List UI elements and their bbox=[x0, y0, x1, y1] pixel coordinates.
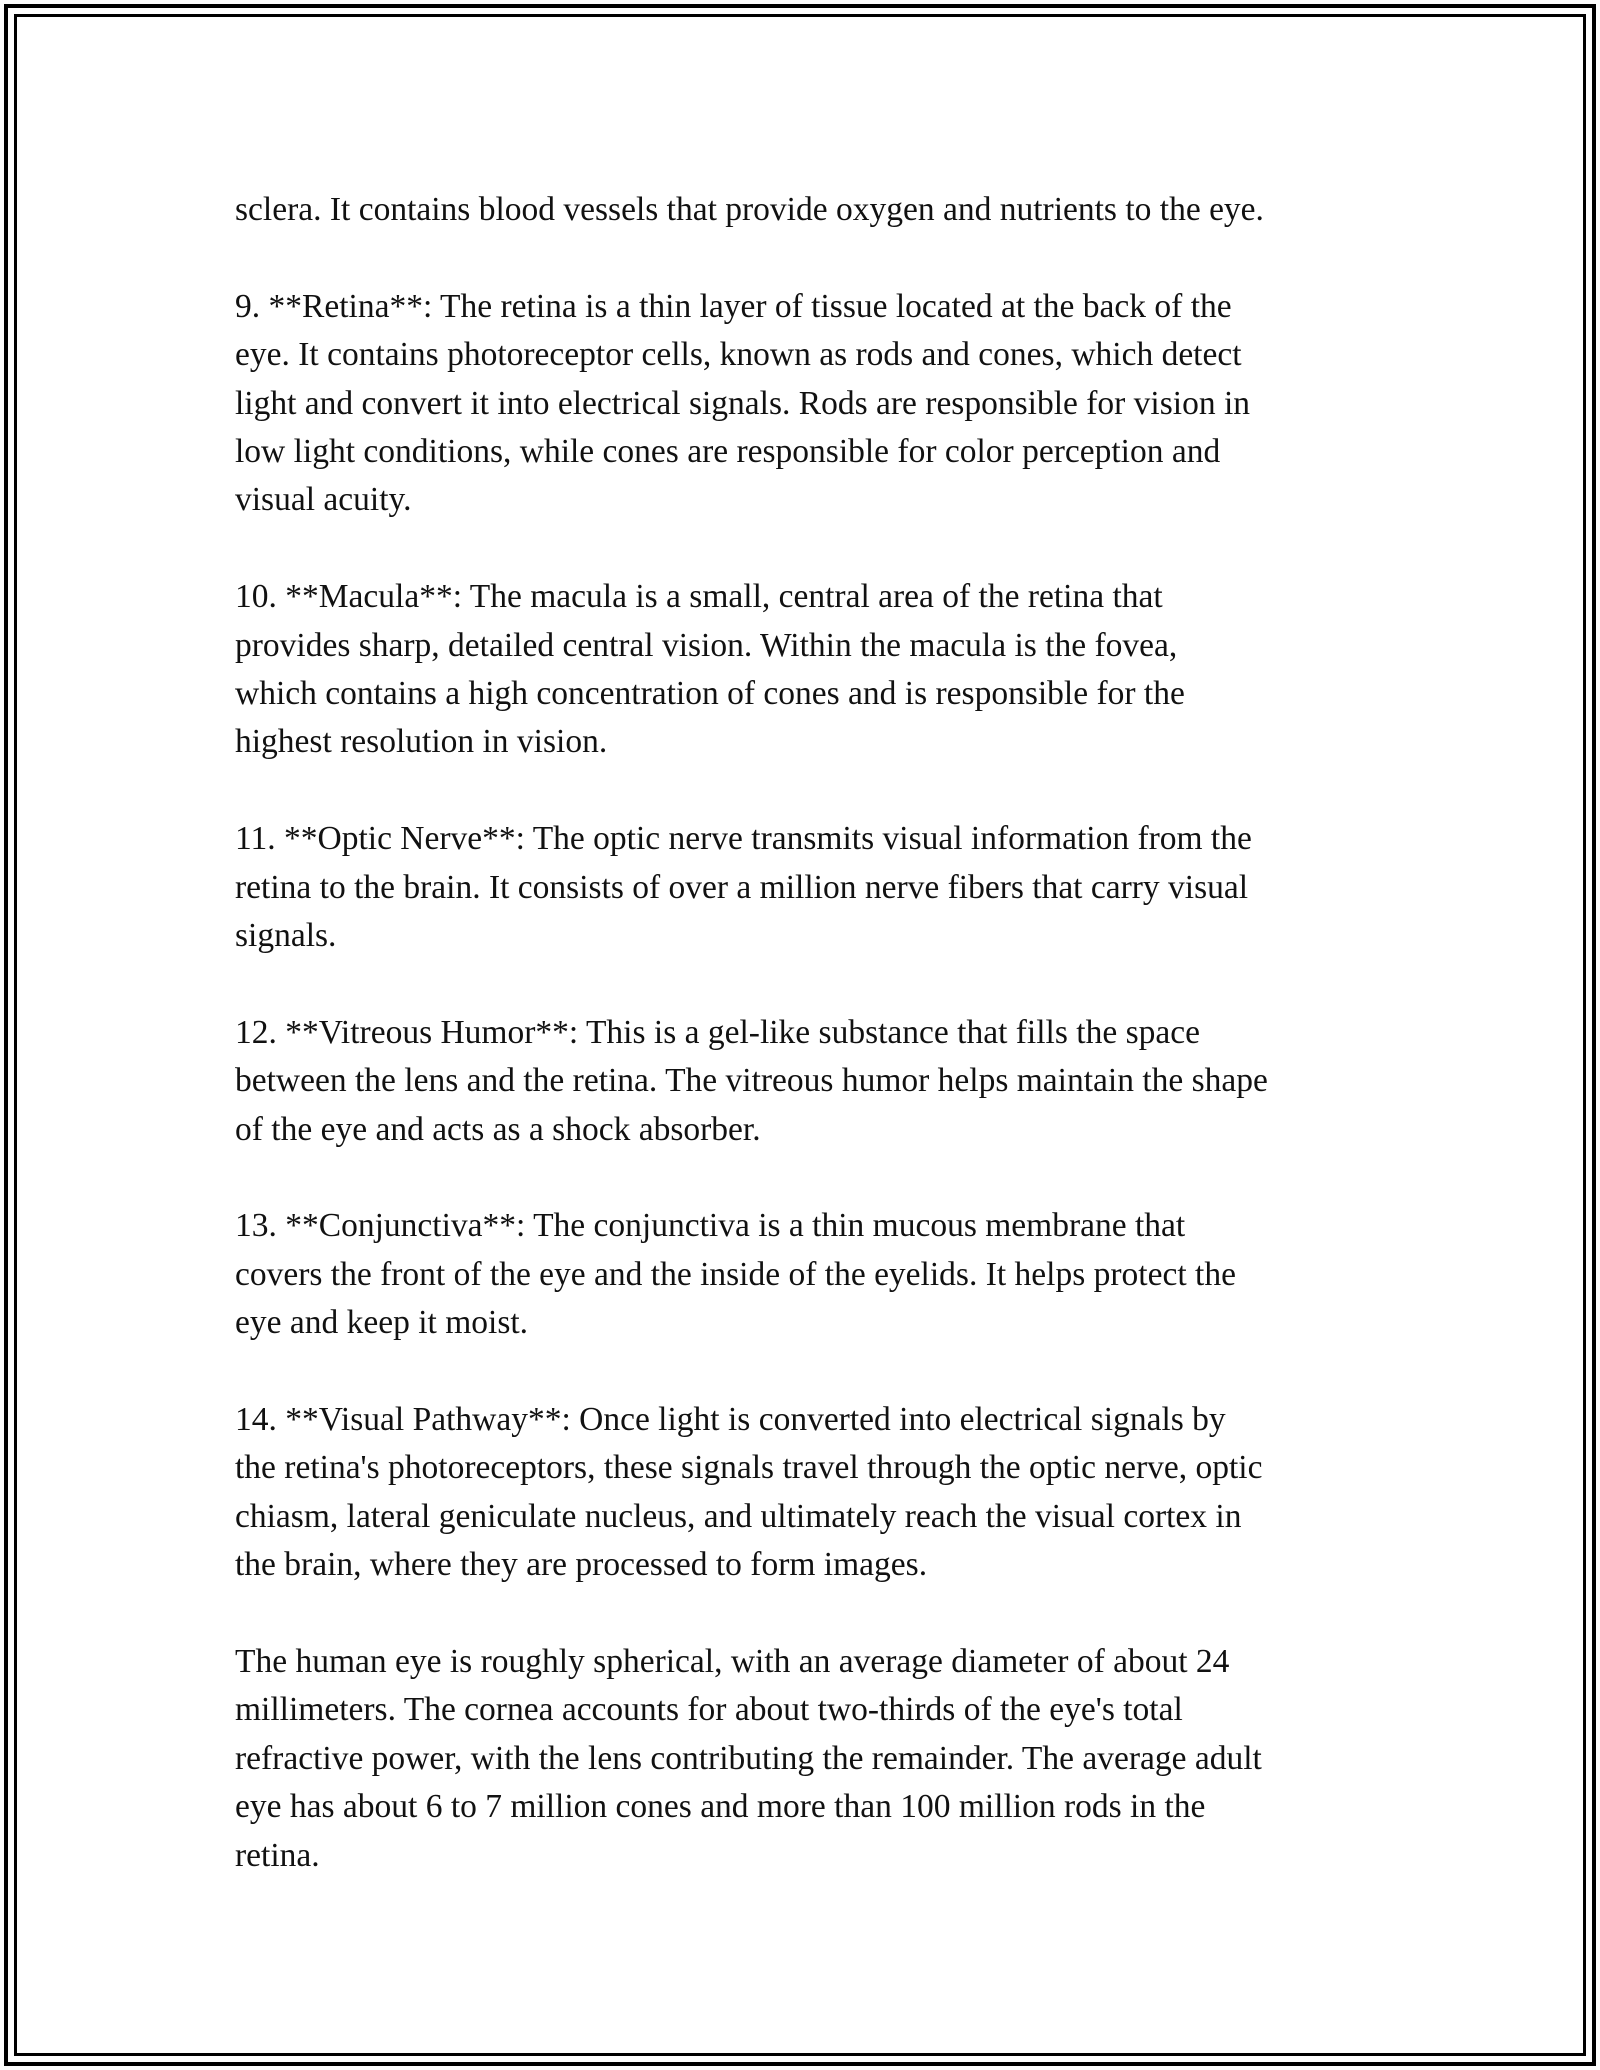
paragraph-sclera-continuation: sclera. It contains blood vessels that provide oxygen and nutrients to the eye. bbox=[235, 191, 1264, 228]
paragraph-eye-summary: The human eye is roughly spherical, with an average diameter of about 24 millimeters. The cornea accounts for about two-thirds of the eye's total refractive power, with the lens contributing the remainder. The average adult eye has about 6 to 7 million cones and more than 100 million rods in the retina. bbox=[235, 1643, 1262, 1874]
paragraph-retina: 9. **Retina**: The retina is a thin layer of tissue located at the back of the eye. It contains photoreceptor cells, known as rods and cones, which detect light and convert it into electrical signals. Rods are responsible for vision in low light conditions, while cones are responsible for color perception and visual acuity. bbox=[235, 287, 1251, 519]
paragraph-optic-nerve: 11. **Optic Nerve**: The optic nerve transmits visual information from the retina to the brain. It consists of over a million nerve fibers that carry visual signals. bbox=[235, 820, 1252, 955]
paragraph-vitreous-humor: 12. **Vitreous Humor**: This is a gel-like substance that fills the space between the lens and the retina. The vitreous humor helps maintain the shape of the eye and acts as a shock absorber. bbox=[235, 1013, 1268, 1148]
paragraph-visual-pathway: 14. **Visual Pathway**: Once light is converted into electrical signals by the retina's photoreceptors, these signals travel through the optic nerve, optic chiasm, lateral geniculate nucleus, and ultimately reach the visual cortex in the brain, where they are processed to form images. bbox=[235, 1401, 1263, 1584]
paragraph-conjunctiva: 13. **Conjunctiva**: The conjunctiva is a thin mucous membrane that covers the front of the eye and the inside of the eyelids. It helps protect the eye and keep it moist. bbox=[235, 1207, 1236, 1342]
document-body bbox=[235, 186, 1375, 1929]
paragraph-macula: 10. **Macula**: The macula is a small, central area of the retina that provides sharp, detailed central vision. Within the macula is the fovea, which contains a high concentration of cones and is responsible for the highest resolution in vision. bbox=[235, 578, 1185, 761]
